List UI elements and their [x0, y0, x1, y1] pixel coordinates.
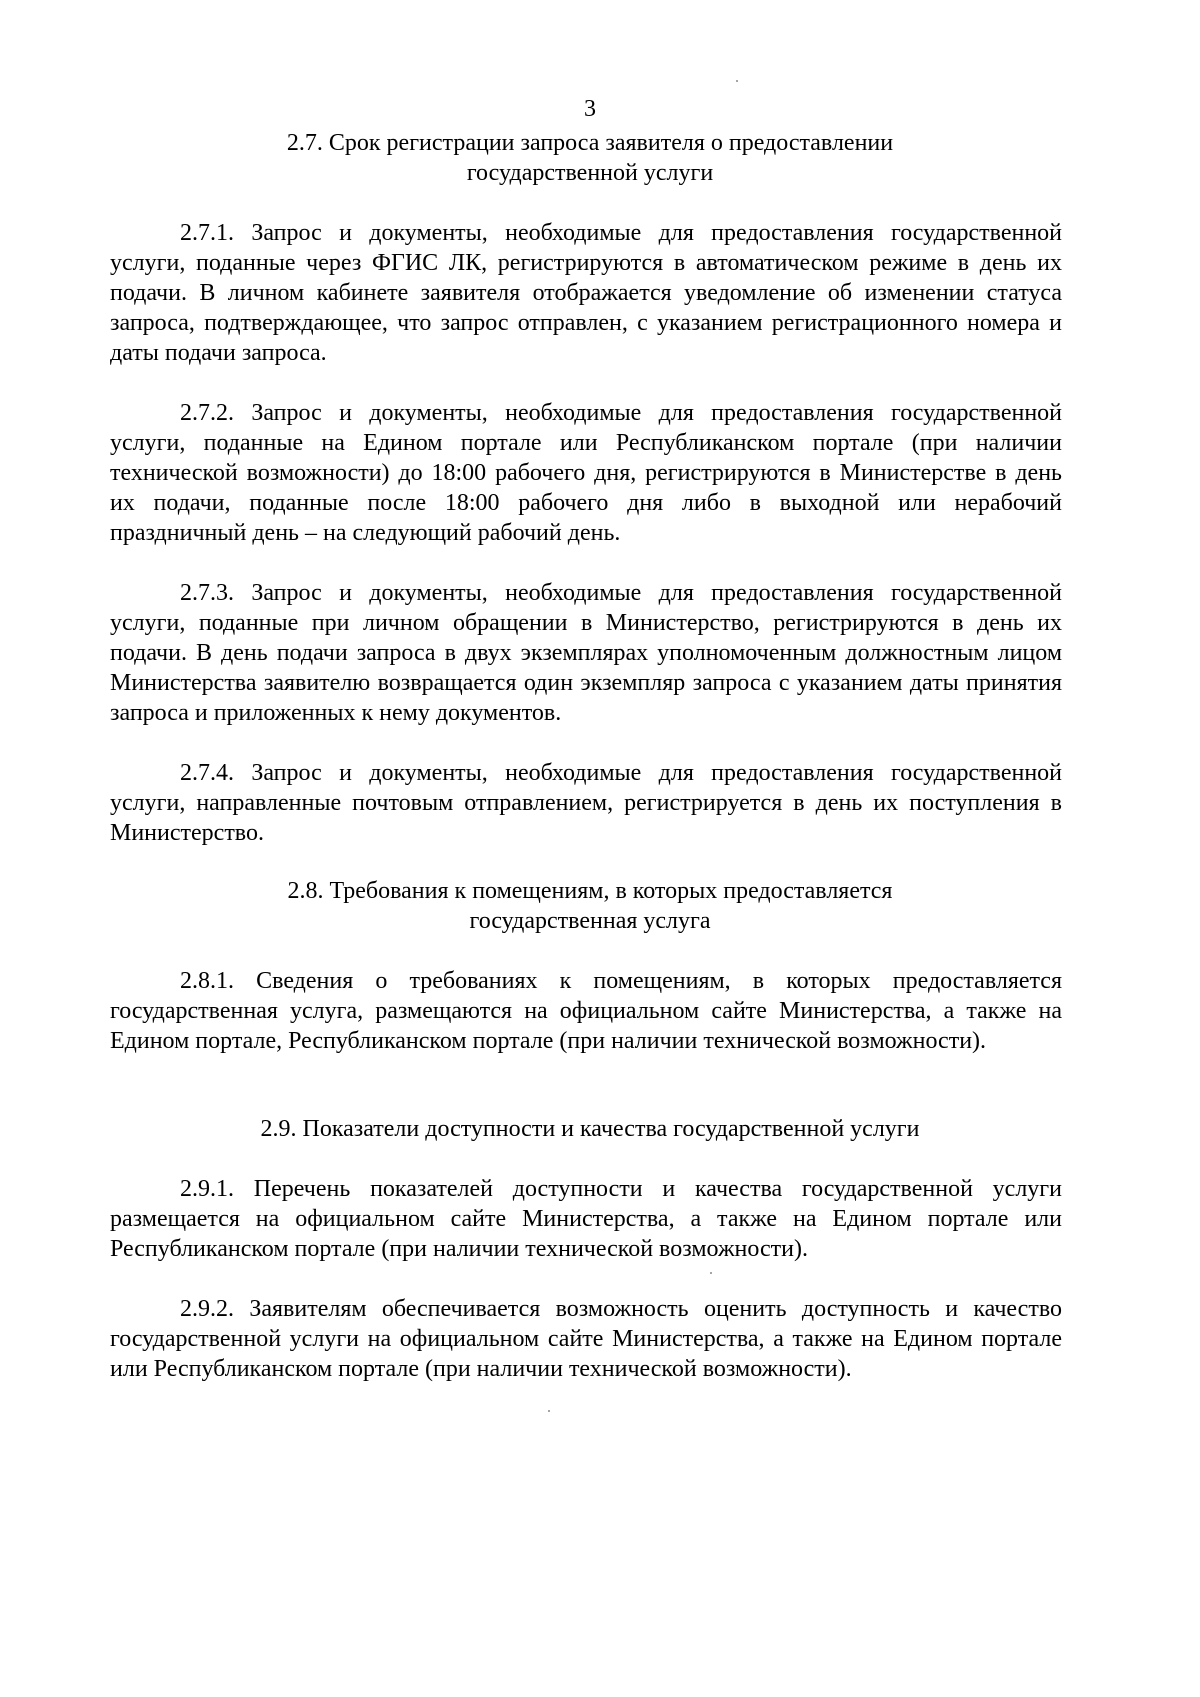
- section-heading-2-8-line1: 2.8. Требования к помещениям, в которых предоставляется: [287, 878, 893, 904]
- paragraph-2-7-2: 2.7.2. Запрос и документы, необходимые для предоставления государственной услуги, поданные на Едином портале или Республиканском портале (при наличии технической возможности) до 18:00 рабочего дня, регистрируются в Министерстве в день их подачи, поданные после 18:00 рабочего дня либо в выходной или нерабочий праздничный день – на следующий рабочий день.: [110, 400, 1062, 547]
- section-heading-2-7: [0, 128, 1180, 188]
- section-heading-2-8-line2: государственная услуга: [469, 908, 711, 934]
- paragraph-2-8-1: 2.8.1. Сведения о требованиях к помещениям, в которых предоставляется государственная услуга, размещаются на официальном сайте Министерства, а также на Едином портале, Республиканском портале (при наличии технической возможности).: [110, 968, 1062, 1055]
- scan-speck: [710, 1272, 712, 1274]
- section-heading-2-9: [0, 1114, 1180, 1144]
- scan-speck: [736, 80, 738, 82]
- section-heading-2-7-line1: 2.7. Срок регистрации запроса заявителя о предоставлении: [286, 130, 894, 156]
- paragraph-2-7-3: 2.7.3. Запрос и документы, необходимые для предоставления государственной услуги, поданные при личном обращении в Министерство, регистрируются в день их подачи. В день подачи запроса в двух экземплярах уполномоченным должностным лицом Министерства заявителю возвращается один экземпляр запроса с указанием даты принятия запроса и приложенных к нему документов.: [110, 580, 1062, 727]
- paragraph-2-9-2: 2.9.2. Заявителям обеспечивается возможность оценить доступность и качество государственной услуги на официальном сайте Министерства, а также на Едином портале или Республиканском портале (при наличии технической возможности).: [110, 1296, 1062, 1383]
- paragraph-2-7-1: 2.7.1. Запрос и документы, необходимые для предоставления государственной услуги, поданные через ФГИС ЛК, регистрируются в автоматическом режиме в день их подачи. В личном кабинете заявителя отображается уведомление об изменении статуса запроса, подтверждающее, что запрос отправлен, с указанием регистрационного номера и даты подачи запроса.: [110, 220, 1062, 367]
- paragraph-2-9-1: 2.9.1. Перечень показателей доступности и качества государственной услуги размещается на официальном сайте Министерства, а также на Едином портале или Республиканском портале (при наличии технической возможности).: [110, 1176, 1062, 1263]
- scan-speck: [548, 1410, 550, 1412]
- section-heading-2-9-line1: 2.9. Показатели доступности и качества государственной услуги: [260, 1116, 920, 1142]
- page-number: 3: [584, 96, 596, 122]
- section-heading-2-7-line2: государственной услуги: [466, 160, 714, 186]
- section-heading-2-8: [0, 876, 1180, 936]
- paragraph-2-7-4: 2.7.4. Запрос и документы, необходимые для предоставления государственной услуги, направленные почтовым отправлением, регистрируется в день их поступления в Министерство.: [110, 760, 1062, 847]
